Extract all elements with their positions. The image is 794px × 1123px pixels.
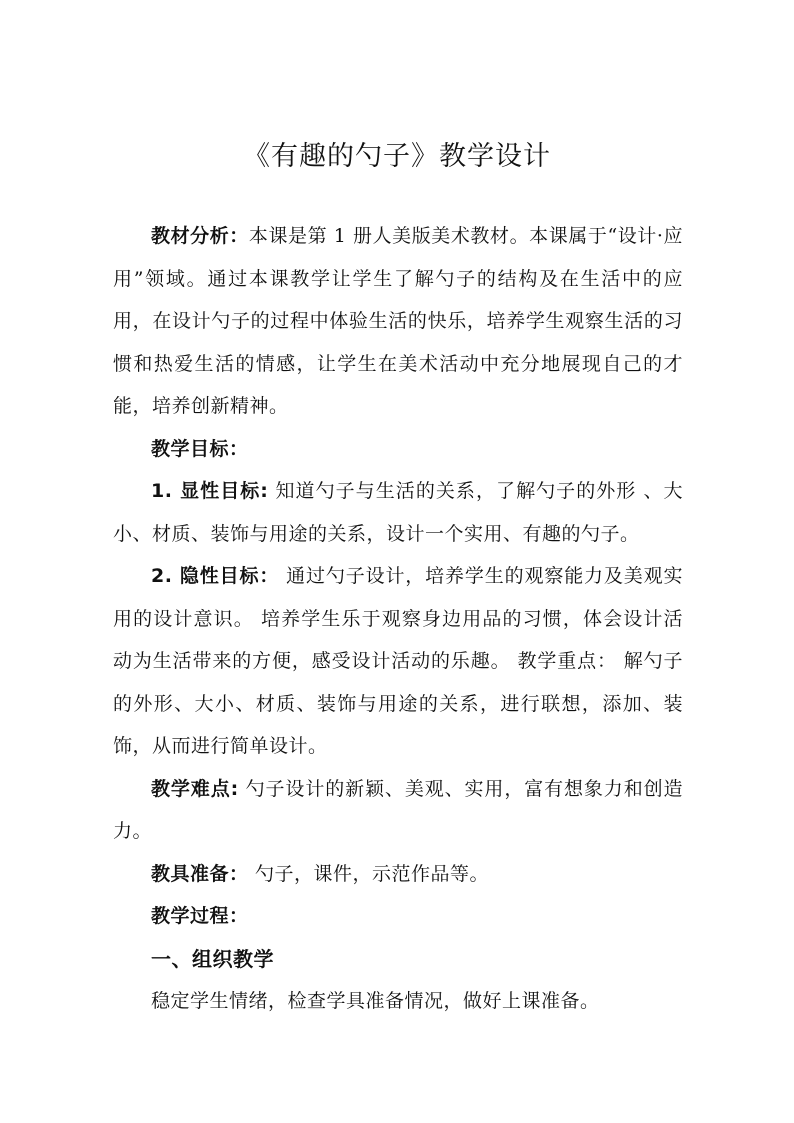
goal2-text: 通过勺子设计，培养学生的观察能力及美观实用的设计意识。 培养学生乐于观察身边用品的习惯，体会设计活动为生活带来的方便，感受设计活动的乐趣。 教学重点： 解勺子的外形、大小、材质、装饰与用途的关系，进行联想，添加、装饰，从而进行简单设计。	[113, 565, 683, 757]
section1-text: 稳定学生情绪，检查学具准备情况，做好上课准备。	[151, 990, 600, 1012]
tools-label: 教具准备：	[151, 862, 249, 885]
goal2-label: 2. 隐性目标：	[151, 565, 280, 587]
goal1-text: 知道勺子与生活的关系，了解勺子的外形 、大小、材质、装饰与用途的关系，设计一个实用、有趣的勺子。	[113, 480, 683, 545]
document-title: 《有趣的勺子》教学设计	[243, 141, 551, 172]
analysis-paragraph	[113, 215, 683, 428]
analysis-label: 教材分析：	[151, 225, 249, 247]
analysis-text: 本课是第 1 册人美版美术教材。本课属于“设计·应用”领域。通过本课教学让学生了解勺子的结构及在生活中的应用，在设计勺子的过程中体验生活的快乐，培养学生观察生活的习惯和热爱生活的情感，让学生在美术活动中充分地展现自己的才能，培养创新精神。	[113, 225, 683, 417]
document-body	[113, 215, 683, 1023]
difficulty-paragraph	[113, 768, 683, 853]
goal1-label: 1. 显性目标:	[151, 480, 269, 502]
goals-label: 教学目标：	[151, 437, 249, 460]
tools-paragraph	[113, 853, 683, 896]
process-label: 教学过程：	[151, 905, 249, 927]
difficulty-text: 勺子设计的新颖、美观、实用，富有想象力和创造力。	[113, 777, 683, 842]
section1-paragraph	[113, 980, 683, 1023]
section1-heading: 一、组织教学	[151, 946, 274, 971]
difficulty-label: 教学难点:	[151, 777, 239, 800]
goal2-paragraph	[113, 555, 683, 768]
goals-paragraph	[113, 428, 683, 471]
goal1-paragraph	[113, 470, 683, 555]
process-paragraph	[113, 895, 683, 938]
tools-text: 勺子，课件，示范作品等。	[248, 862, 490, 885]
